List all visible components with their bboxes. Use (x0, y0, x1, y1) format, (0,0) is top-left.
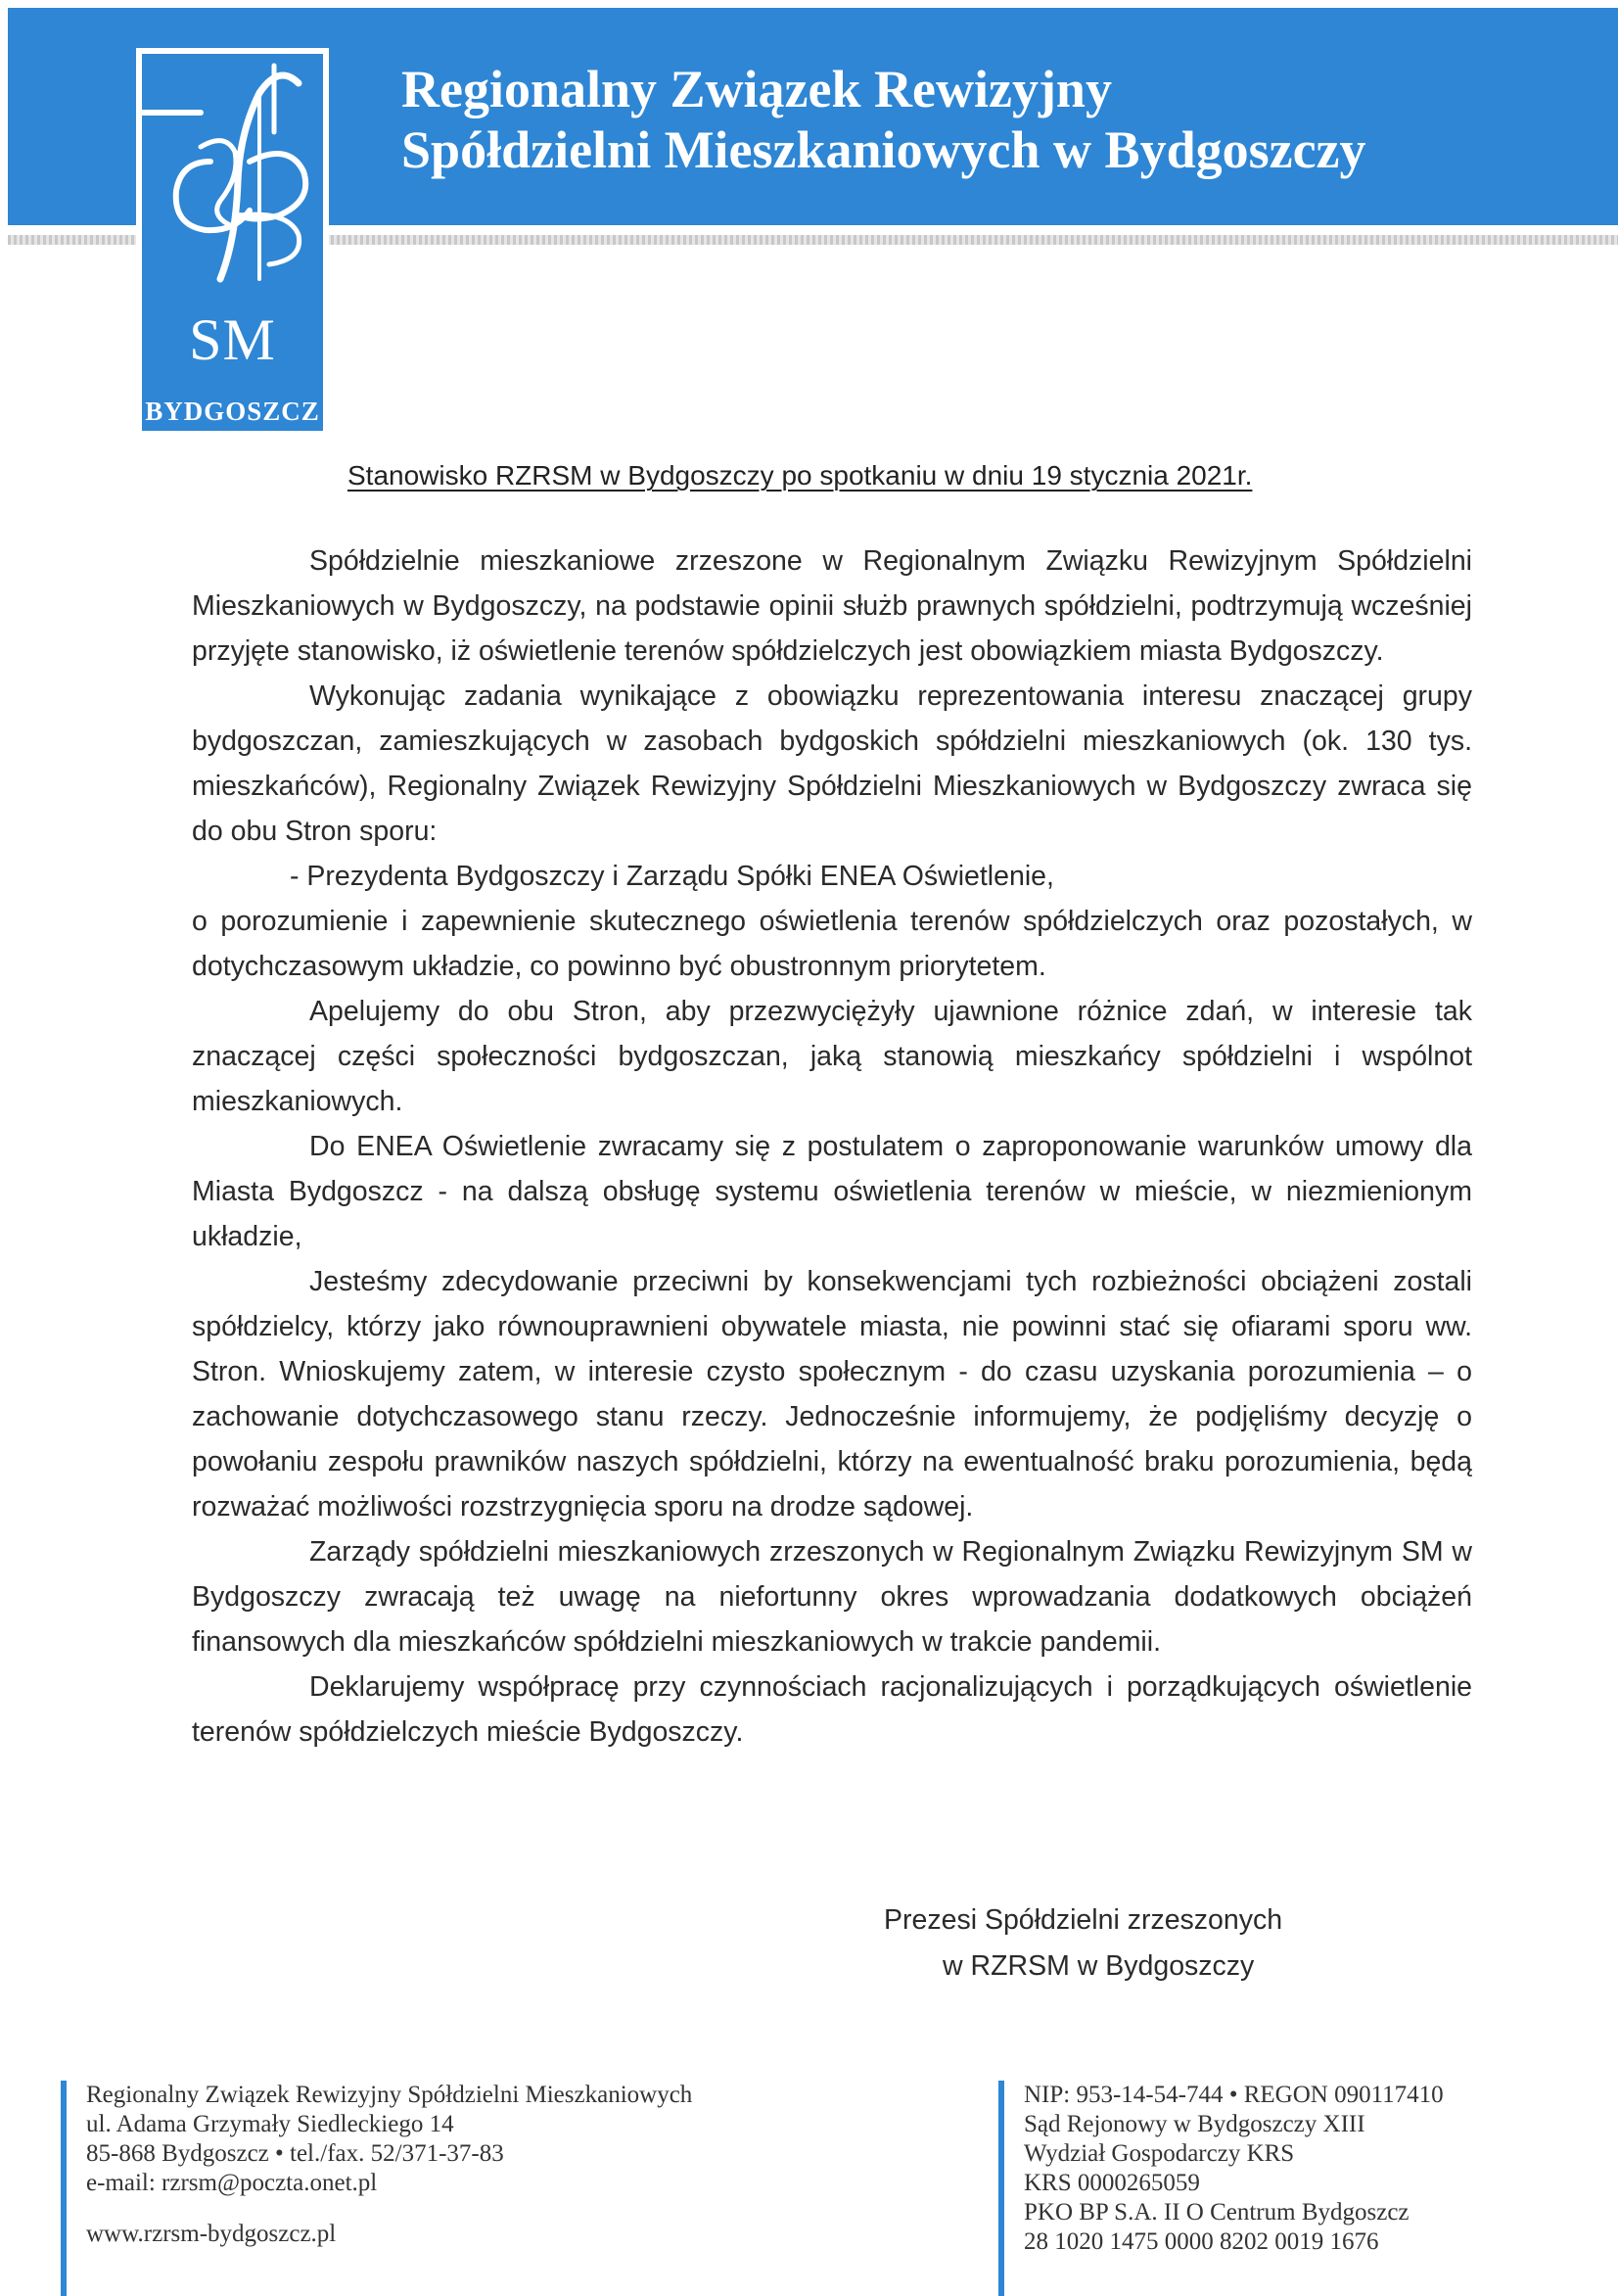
paragraph: Spółdzielnie mieszkaniowe zrzeszone w Regionalnym Związku Rewizyjnym Spółdzielni Mieszkaniowych w Bydgoszczy, na podstawie opinii służb prawnych spółdzielni, podtrzymują wcześniej przyjęte stanowisko, iż oświetlenie terenów spółdzielczych jest obowiązkiem miasta Bydgoszczy. (192, 545, 1472, 667)
signature-line: Prezesi Spółdzielni zrzeszonych (884, 1904, 1283, 1936)
paragraph: Do ENEA Oświetlenie zwracamy się z postulatem o zaproponowanie warunków umowy dla Miasta Bydgoszcz - na dalszą obsługę systemu oświetlenia terenów w mieście, w niezmienionym układzie, (192, 1131, 1472, 1252)
paragraph: Apelujemy do obu Stron, aby przezwyciężyły ujawnione różnice zdań, w interesie tak znaczącej części społeczności bydgoszczan, jaką stanowią mieszkańcy spółdzielni i wspólnot mieszkaniowych. (192, 996, 1472, 1117)
organization-title-line1: Regionalny Związek Rewizyjny (401, 60, 1112, 118)
footer-registration (998, 2081, 1444, 2296)
paragraph: Zarządy spółdzielni mieszkaniowych zrzeszonych w Regionalnym Związku Rewizyjnym SM w Bydgoszczy zwracają też uwagę na niefortunny okres wprowadzania dodatkowych obciążeń finansowych dla mieszkańców spółdzielni mieszkaniowych w trakcie pandemii. (192, 1536, 1472, 1658)
footer-account: 28 1020 1475 0000 8202 0019 1676 (1024, 2228, 1379, 2255)
footer-email: e-mail: rzrsm@poczta.onet.pl (86, 2170, 378, 2196)
footer-org-name: Regionalny Związek Rewizyjny Spółdzielni Mieszkaniowych (86, 2082, 693, 2108)
footer-department: Wydział Gospodarczy KRS (1024, 2140, 1295, 2167)
paragraph: o porozumienie i zapewnienie skutecznego oświetlenia terenów spółdzielczych oraz pozostałych, w dotychczasowym układzie, co powinno być obustronnym priorytetem. (192, 906, 1472, 982)
letter-body (192, 539, 1472, 1755)
list-item: - Prezydenta Bydgoszczy i Zarządu Spółki ENEA Oświetlenie, (290, 861, 1054, 892)
organization-title (401, 59, 1366, 180)
footer-contact (61, 2081, 692, 2296)
signature-block (884, 1898, 1334, 1990)
logo-city-text: BYDGOSZCZ (145, 397, 320, 426)
footer-website-link[interactable]: www.rzrsm-bydgoszcz.pl (86, 2221, 337, 2247)
footer-krs: KRS 0000265059 (1024, 2170, 1200, 2196)
organization-logo (142, 54, 323, 431)
logo-sm-text: SM (189, 307, 276, 372)
logo-monogram-icon (142, 54, 323, 308)
organization-title-line2: Spółdzielni Mieszkaniowych w Bydgoszczy (401, 120, 1366, 179)
signature-line: w RZRSM w Bydgoszczy (943, 1950, 1255, 1982)
paragraph: Wykonując zadania wynikające z obowiązku reprezentowania interesu znaczącej grupy bydgoszczan, zamieszkujących w zasobach bydgoskich spółdzielni mieszkaniowych (ok. 130 tys. mieszkańców), Regionalny Związek Rewizyjny Spółdzielni Mieszkaniowych w Bydgoszczy zwraca się do obu Stron sporu: (192, 680, 1472, 847)
footer-city-phone: 85-868 Bydgoszcz • tel./fax. 52/371-37-83 (86, 2140, 504, 2167)
footer-street: ul. Adama Grzymały Siedleckiego 14 (86, 2111, 454, 2137)
paragraph: Jesteśmy zdecydowanie przeciwni by konsekwencjami tych rozbieżności obciążeni zostali spółdzielcy, którzy jako równouprawnieni obywatele miasta, nie powinni stać się ofiarami sporu ww. Stron. Wnioskujemy zatem, w interesie czysto społecznym - do czasu uzyskania porozumienia – o zachowanie dotychczasowego stanu rzeczy. Jednocześnie informujemy, że podjęliśmy decyzję o powołaniu zespołu prawników naszych spółdzielni, którzy na ewentualność braku porozumienia, będą rozważać możliwości rozstrzygnięcia sporu na drodze sądowej. (192, 1266, 1472, 1523)
footer-bank: PKO BP S.A. II O Centrum Bydgoszcz (1024, 2199, 1410, 2226)
footer-nip-regon: NIP: 953-14-54-744 • REGON 090117410 (1024, 2082, 1444, 2108)
footer-court: Sąd Rejonowy w Bydgoszczy XIII (1024, 2111, 1365, 2137)
paragraph: Deklarujemy współpracę przy czynnościach racjonalizujących i porządkujących oświetlenie terenów spółdzielczych mieście Bydgoszczy. (192, 1671, 1472, 1748)
document-title: Stanowisko RZRSM w Bydgoszczy po spotkaniu w dniu 19 stycznia 2021r. (347, 460, 1253, 491)
